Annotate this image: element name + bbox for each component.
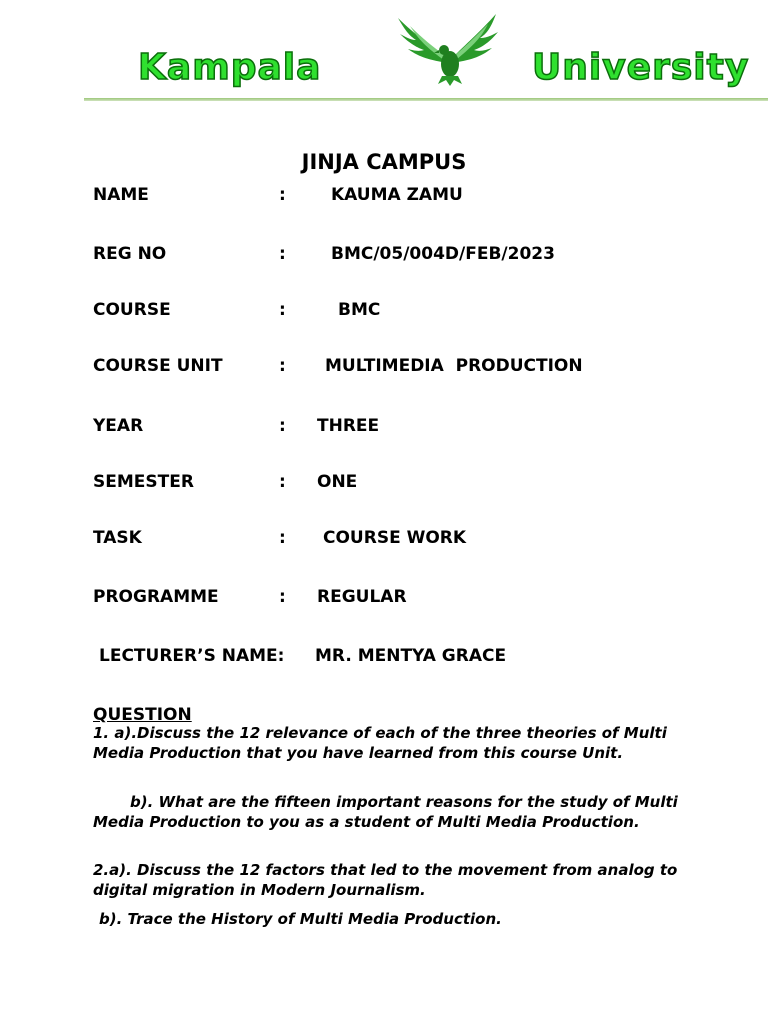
field-label: SEMESTER [93,472,194,492]
brand-name-right: University [532,47,750,88]
question-1a: 1. a).Discuss the 12 relevance of each of the three theories of Multi Media Production that you have learned from this course Unit. [93,724,667,762]
field-colon: : [279,416,286,436]
letterhead [0,0,768,104]
field-colon: : [279,356,286,376]
field-label: PROGRAMME [93,587,219,607]
field-value: MULTIMEDIA PRODUCTION [325,356,583,376]
field-label: YEAR [93,416,144,436]
field-label: REG NO [93,244,167,264]
lecturer-value: MR. MENTYA GRACE [315,646,507,666]
header-divider [84,98,768,101]
lecturer-label: LECTURER’S NAME: [99,646,285,666]
eagle-icon [380,6,520,88]
field-colon: : [279,587,286,607]
question-2b: b). Trace the History of Multi Media Production. [99,910,502,928]
question-heading: QUESTION [93,705,192,725]
question-1b: b). What are the fifteen important reasons for the study of Multi Media Production to you as a student of Multi Media Production. [93,793,678,831]
field-label: TASK [93,528,142,548]
field-value: THREE [317,416,380,436]
field-value: KAUMA ZAMU [331,185,463,205]
question-2a: 2.a). Discuss the 12 factors that led to the movement from analog to digital migration in Modern Journalism. [93,861,678,899]
field-colon: : [279,300,286,320]
field-colon: : [279,185,286,205]
field-label: COURSE UNIT [93,356,223,376]
lecturer-line [99,646,507,666]
field-colon: : [279,472,286,492]
campus-title: JINJA CAMPUS [301,150,467,174]
field-value: BMC/05/004D/FEB/2023 [331,244,555,264]
field-label: COURSE [93,300,171,320]
field-colon: : [279,528,286,548]
field-value: BMC [338,300,381,320]
field-value: ONE [317,472,358,492]
field-label: NAME [93,185,149,205]
brand-name-left: Kampala [138,47,322,88]
field-colon: : [279,244,286,264]
field-value: REGULAR [317,587,407,607]
field-value: COURSE WORK [323,528,467,548]
